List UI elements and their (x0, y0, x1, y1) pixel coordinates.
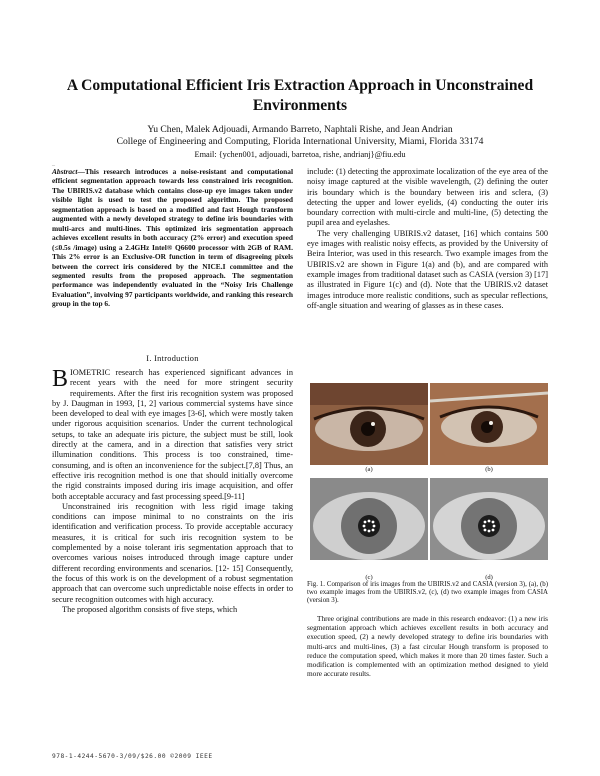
right-column-text (307, 167, 548, 311)
figure-caption: Fig. 1. Comparison of iris images from the UBIRIS.v2 and CASIA (version 3), (a), (b) two example images from the UBIRIS.v2, (c), (d) two example images from CASIA (version 3). (307, 581, 548, 605)
figure-image-c (310, 478, 428, 560)
author-list: Yu Chen, Malek Adjouadi, Armando Barreto, Naphtali Rishe, and Jean Andrian (147, 124, 453, 135)
intro-paragraph (52, 368, 293, 502)
author-emails: Email: {ychen001, adjouadi, barretoa, rishe, andrianj}@fiu.edu (194, 150, 406, 159)
figure-label-c: (c) (365, 574, 373, 581)
figure-label-b: (b) (485, 466, 493, 473)
figure-label-d: (d) (485, 574, 493, 581)
abstract-text: —This research introduces a noise-resistant and computational efficient segmentation approach towards less constrained iris recognition. The UBIRIS.v2 database which contains close-up eye images taken under visible light is used to test the proposed algorithm. The proposed segmentation approach is based on a modified and fast Hough transform augmented with a newly developed strategy to define iris boundaries with multi-arcs and multi-lines. This optimized iris segmentation approach achieves excellent results in both accuracy (2% error) and execution speed (≤0.5s /image) using a 2.4GHz Intel® Q6600 processor with 2GB of RAM. This 2% error is an Exclusive-OR function in term of disagreeing pixels between the correct iris considered by the NICE.I committee and the segmented results from the proposed approach. The segmentation performance was independently evaluated in the “Noisy Iris Challenge Evaluation”, involving 97 participants worldwide, and ranking this research group in the top 6. (52, 167, 293, 309)
introduction-body (52, 368, 293, 615)
intro-paragraph: The proposed algorithm consists of five steps, which (62, 604, 238, 614)
figure-image-d (430, 478, 548, 560)
section-heading: I. Introduction (146, 354, 199, 363)
abstract-label: Abstract (52, 167, 78, 176)
page-mark: _ (52, 161, 55, 167)
affiliation: College of Engineering and Computing, Florida International University, Miami, Florida 33174 (116, 136, 484, 147)
contributions-text (307, 614, 548, 678)
body-paragraph: Three original contributions are made in this research endeavor: (1) a new iris segmentation approach which achieves excellent results in both accuracy and execution speed, (2) a newly developed strategy to define iris boundaries with multi-arcs and multi-lines, (3) a fast circular Hough transform is proposed to reduce the computation speed, which makes it more than 20 times faster. Such a modification is complemented with an optimization method designed to yield more accurate results. (307, 614, 548, 679)
figure-image-a (310, 383, 428, 465)
drop-cap: B (52, 366, 69, 392)
copyright-footer: 978-1-4244-5670-3/09/$26.00 ©2009 IEEE (52, 753, 213, 760)
figure-image-b (430, 383, 548, 465)
intro-paragraph-text: IOMETRIC research has experienced significant advances in recent years with the need for more stringent security requirements. After the first iris recognition system was proposed by J. Daugman in 1993, [1, 2] various commercial systems have since been developed to deal with eye images [3-6], which were mostly taken under rigorous acquisition scenarios. Under the current technological setups, to take an adequate iris picture, the subject must be still, look directly at the camera, and in a direction that satisfies very strict illumination conditions. This process is too constrained, time-consuming, and is often an inconvenience for the subject.[7,8] Thus, an effective iris recognition method is one that should initially overcome the rigid constraints imposed during iris image acquisition, and offer both acceptable accuracy and fast processing speed.[9-11] (52, 368, 293, 501)
paper-title: A Computational Efficient Iris Extraction Approach in Unconstrained Environments (66, 77, 534, 114)
intro-paragraph: Unconstrained iris recognition with less rigid image taking conditions can impose minimal to no constraints on the iris identification and verification process. To provide acceptable accuracy measures, it is critical for such iris recognition system to be complemented by a noise tolerant iris segmentation approach that to overcomes various noises introduced through image capture under different recording environments and scenarios. [12- 15] Consequently, the focus of this work is on the development of a robust segmentation approach that can overcome such unpredictable noise effects in order to secure recognition outcomes with high accuracy. (52, 501, 293, 604)
abstract (52, 167, 293, 309)
body-paragraph: The very challenging UBIRIS.v2 dataset, [16] which contains 500 eye images with realistic noisy effects, as provided by the University of Beira Interior, was used in this research. Two example images from the UBIRIS.v2 are shown in Figure 1(a) and (b), and are compared with example images from traditional dataset such as CASIA (version 3) [17] as illustrated in Figure 1(c) and (d). Note that the UBIRIS.v2 dataset images introduce more realistic conditions, such as specular reflections, off-angle situation and wearing of glasses as in these cases. (307, 228, 548, 310)
figure-label-a: (a) (365, 466, 373, 473)
body-paragraph: include: (1) detecting the approximate localization of the eye area of the noisy image captured at the visible wavelength, (2) defining the outer iris boundary which is the boundary between iris and sclera, (3) detecting the upper and lower eyelids, (4) conducting the outer iris boundary correction with multi-circle and multi-line, (5) detecting the pupil area and eyelashes. (307, 167, 548, 228)
